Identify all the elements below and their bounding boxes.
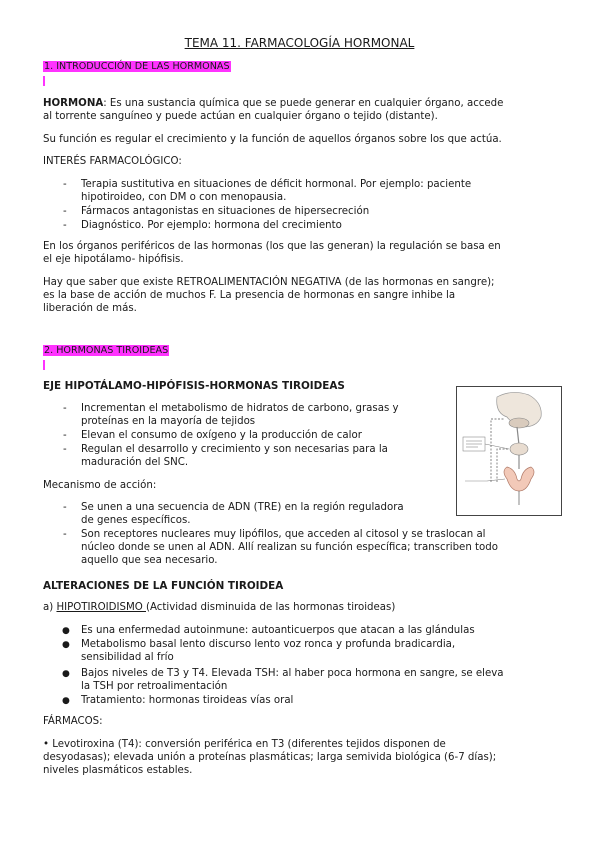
list-item: proteínas en la mayoría de tejidos — [81, 416, 256, 427]
list-dash: - — [63, 206, 67, 217]
list-item: Se unen a una secuencia de ADN (TRE) en la región reguladora — [81, 502, 404, 513]
peripheral-paragraph: el eje hipotálamo- hipófisis. — [43, 254, 184, 265]
list-item: Incrementan el metabolismo de hidratos de carbono, grasas y — [81, 403, 399, 414]
list-dash: - — [63, 179, 67, 190]
thyroid-axis-illustration — [457, 387, 561, 515]
interes-label: INTERÉS FARMACOLÓGICO: — [43, 156, 182, 167]
list-item: Diagnóstico. Por ejemplo: hormona del crecimiento — [81, 220, 342, 231]
list-dash: - — [63, 502, 67, 513]
farmacos-label: FÁRMACOS: — [43, 716, 103, 727]
hormona-definition-line-2: al torrente sanguíneo y puede actúan en cualquier órgano o tejido (distante). — [43, 111, 438, 122]
levotiroxina-line: niveles plasmáticos estables. — [43, 765, 193, 776]
levotiroxina-line: • Levotiroxina (T4): conversión periférica en T3 (diferentes tejidos disponen de — [43, 739, 446, 750]
highlight-marker — [43, 360, 45, 370]
list-item: maduración del SNC. — [81, 457, 189, 468]
bullet-dot: ● — [62, 640, 70, 650]
list-prefix: a) — [43, 602, 57, 613]
list-item: Metabolismo basal lento discurso lento voz ronca y profunda bradicardia, — [81, 639, 456, 650]
peripheral-paragraph: En los órganos periféricos de las hormonas (los que las generan) la regulación se basa en — [43, 241, 501, 252]
list-item: Terapia sustitutiva en situaciones de déficit hormonal. Por ejemplo: paciente — [81, 179, 472, 190]
section-heading-intro — [43, 61, 231, 73]
list-item: Bajos niveles de T3 y T4. Elevada TSH: al haber poca hormona en sangre, se eleva — [81, 668, 504, 679]
retro-paragraph: Hay que saber que existe RETROALIMENTACIÓN NEGATIVA (de las hormonas en sangre); — [43, 277, 495, 288]
bullet-dot: ● — [62, 669, 70, 679]
definition-text: : Es una sustancia química que se puede generar en cualquier órgano, accede — [103, 98, 504, 109]
list-item: núcleo donde se unen al ADN. Allí realizan su función específica; transcriben todo — [81, 542, 498, 553]
function-paragraph: Su función es regular el crecimiento y la función de aquellos órganos sobre los que actúa. — [43, 134, 502, 145]
bullet-dot: ● — [62, 626, 70, 636]
list-item: la TSH por retroalimentación — [81, 681, 228, 692]
hormona-definition-line-1 — [43, 98, 503, 110]
highlighted-heading: 1. INTRODUCCIÓN DE LAS HORMONAS — [44, 61, 230, 72]
list-item: Son receptores nucleares muy lipófilos, que acceden al citosol y se traslocan al — [81, 529, 486, 540]
list-item: hipotiroideo, con DM o con menopausia. — [81, 192, 287, 203]
list-item: Regulan el desarrollo y crecimiento y son necesarias para la — [81, 444, 388, 455]
highlight-marker — [43, 76, 45, 86]
retro-paragraph: liberación de más. — [43, 303, 137, 314]
eje-heading: EJE HIPOTÁLAMO-HIPÓFISIS-HORMONAS TIROIDEAS — [43, 380, 345, 392]
list-dash: - — [63, 444, 67, 455]
alteraciones-heading: ALTERACIONES DE LA FUNCIÓN TIROIDEA — [43, 580, 284, 592]
section-heading-tiroideas — [43, 345, 169, 357]
retro-paragraph: es la base de acción de muchos F. La presencia de hormonas en sangre inhibe la — [43, 290, 456, 301]
hipotiroidismo-line — [43, 602, 395, 614]
definition-term: HORMONA — [43, 98, 104, 109]
list-item: de genes específicos. — [81, 515, 191, 526]
levotiroxina-line: desyodasas); elevada unión a proteínas plasmáticas; larga semivida biológica (6-7 días); — [43, 752, 497, 763]
list-dash: - — [63, 220, 67, 231]
list-item: Tratamiento: hormonas tiroideas vías oral — [81, 695, 294, 706]
mecanismo-label: Mecanismo de acción: — [43, 480, 157, 491]
highlighted-heading: 2. HORMONAS TIROIDEAS — [44, 345, 169, 356]
hipotiroidismo-term: HIPOTIROIDISMO — [56, 602, 146, 613]
list-item: Es una enfermedad autoinmune: autoanticuerpos que atacan a las glándulas — [81, 625, 475, 636]
list-dash: - — [63, 403, 67, 414]
list-dash: - — [63, 430, 67, 441]
list-dash: - — [63, 529, 67, 540]
list-item: Elevan el consumo de oxígeno y la producción de calor — [81, 430, 362, 441]
list-item: aquello que sea necesario. — [81, 555, 218, 566]
list-item: Fármacos antagonistas en situaciones de hipersecreción — [81, 206, 370, 217]
hipotiroidismo-desc: (Actividad disminuida de las hormonas tiroideas) — [146, 602, 396, 613]
thyroid-axis-figure — [456, 386, 562, 516]
list-item: sensibilidad al frío — [81, 652, 174, 663]
bullet-dot: ● — [62, 696, 70, 706]
page-title: TEMA 11. FARMACOLOGÍA HORMONAL — [184, 36, 415, 50]
